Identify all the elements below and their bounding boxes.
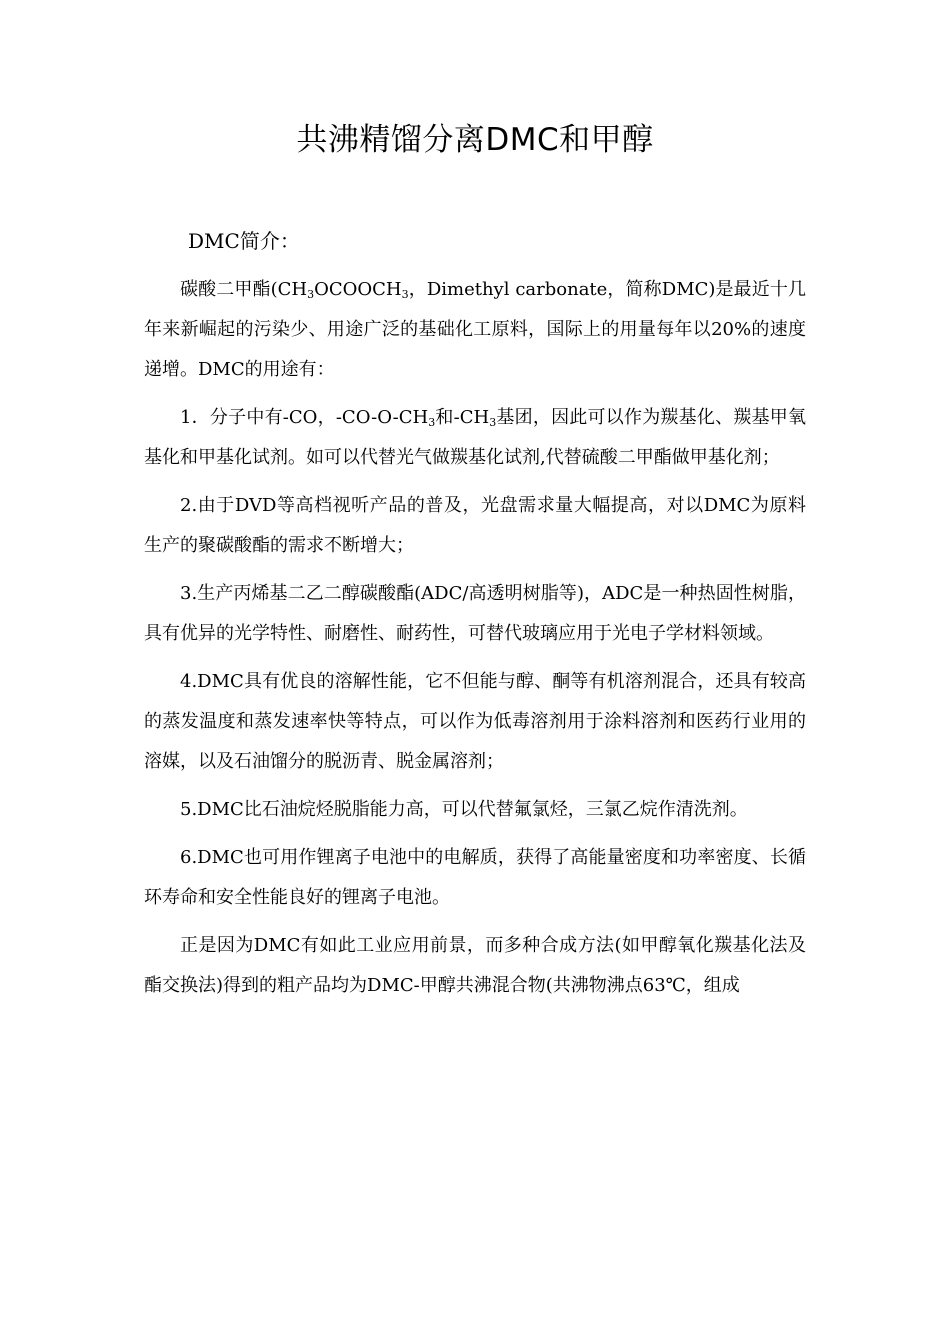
subscript: 3 — [307, 288, 315, 301]
use-item-6: 6.DMC也可用作锂离子电池中的电解质，获得了高能量密度和功率密度、长循环寿命和安全性能良好的锂离子电池。 — [144, 847, 806, 908]
subscript: 3 — [489, 416, 497, 429]
use-item-2: 2.由于DVD等高档视听产品的普及，光盘需求量大幅提高，对以DMC为原料生产的聚碳酸酯的需求不断增大； — [144, 495, 806, 556]
item1-text-2: 和-CH — [435, 407, 490, 428]
use-item-4: 4.DMC具有优良的溶解性能，它不但能与醇、酮等有机溶剂混合，还具有较高的蒸发温度和蒸发速率快等特点，可以作为低毒溶剂用于涂料溶剂和医药行业用的溶媒，以及石油馏分的脱沥青、脱金属溶剂； — [144, 671, 806, 772]
use-item-3: 3.生产丙烯基二乙二醇碳酸酯(ADC/高透明树脂等)，ADC是一种热固性树脂，具有优异的光学特性、耐磨性、耐药性，可替代玻璃应用于光电子学材料领域。 — [144, 583, 806, 644]
intro-text-2: OCOOCH — [314, 279, 402, 300]
intro-text-1: 碳酸二甲酯(CH — [180, 279, 308, 300]
item1-text-1: 1．分子中有-CO，-CO-O-CH — [180, 407, 429, 428]
subscript: 3 — [428, 416, 436, 429]
subscript: 3 — [401, 288, 409, 301]
use-item-1 — [144, 398, 806, 478]
document-body — [144, 270, 806, 1014]
item1-text-3: 基团，因此可以作为羰基化、羰基甲氧基化和甲基化试剂。如可以代替光气做羰基化试剂,代替硫酸二甲酯做甲基化剂； — [144, 407, 806, 468]
intro-paragraph — [144, 270, 806, 390]
section-heading: DMC简介： — [188, 229, 300, 253]
closing-paragraph: 正是因为DMC有如此工业应用前景，而多种合成方法(如甲醇氧化羰基化法及酯交换法)得到的粗产品均为DMC-甲醇共沸混合物(共沸物沸点63℃，组成 — [144, 935, 806, 996]
intro-text-3: ，Dimethyl carbonate，简称DMC)是最近十几年来新崛起的污染少、用途广泛的基础化工原料，国际上的用量每年以20%的速度递增。DMC的用途有： — [144, 279, 806, 380]
use-item-5: 5.DMC比石油烷烃脱脂能力高，可以代替氟氯烃，三氯乙烷作清洗剂。 — [180, 799, 748, 820]
document-title: 共沸精馏分离DMC和甲醇 — [296, 122, 654, 158]
